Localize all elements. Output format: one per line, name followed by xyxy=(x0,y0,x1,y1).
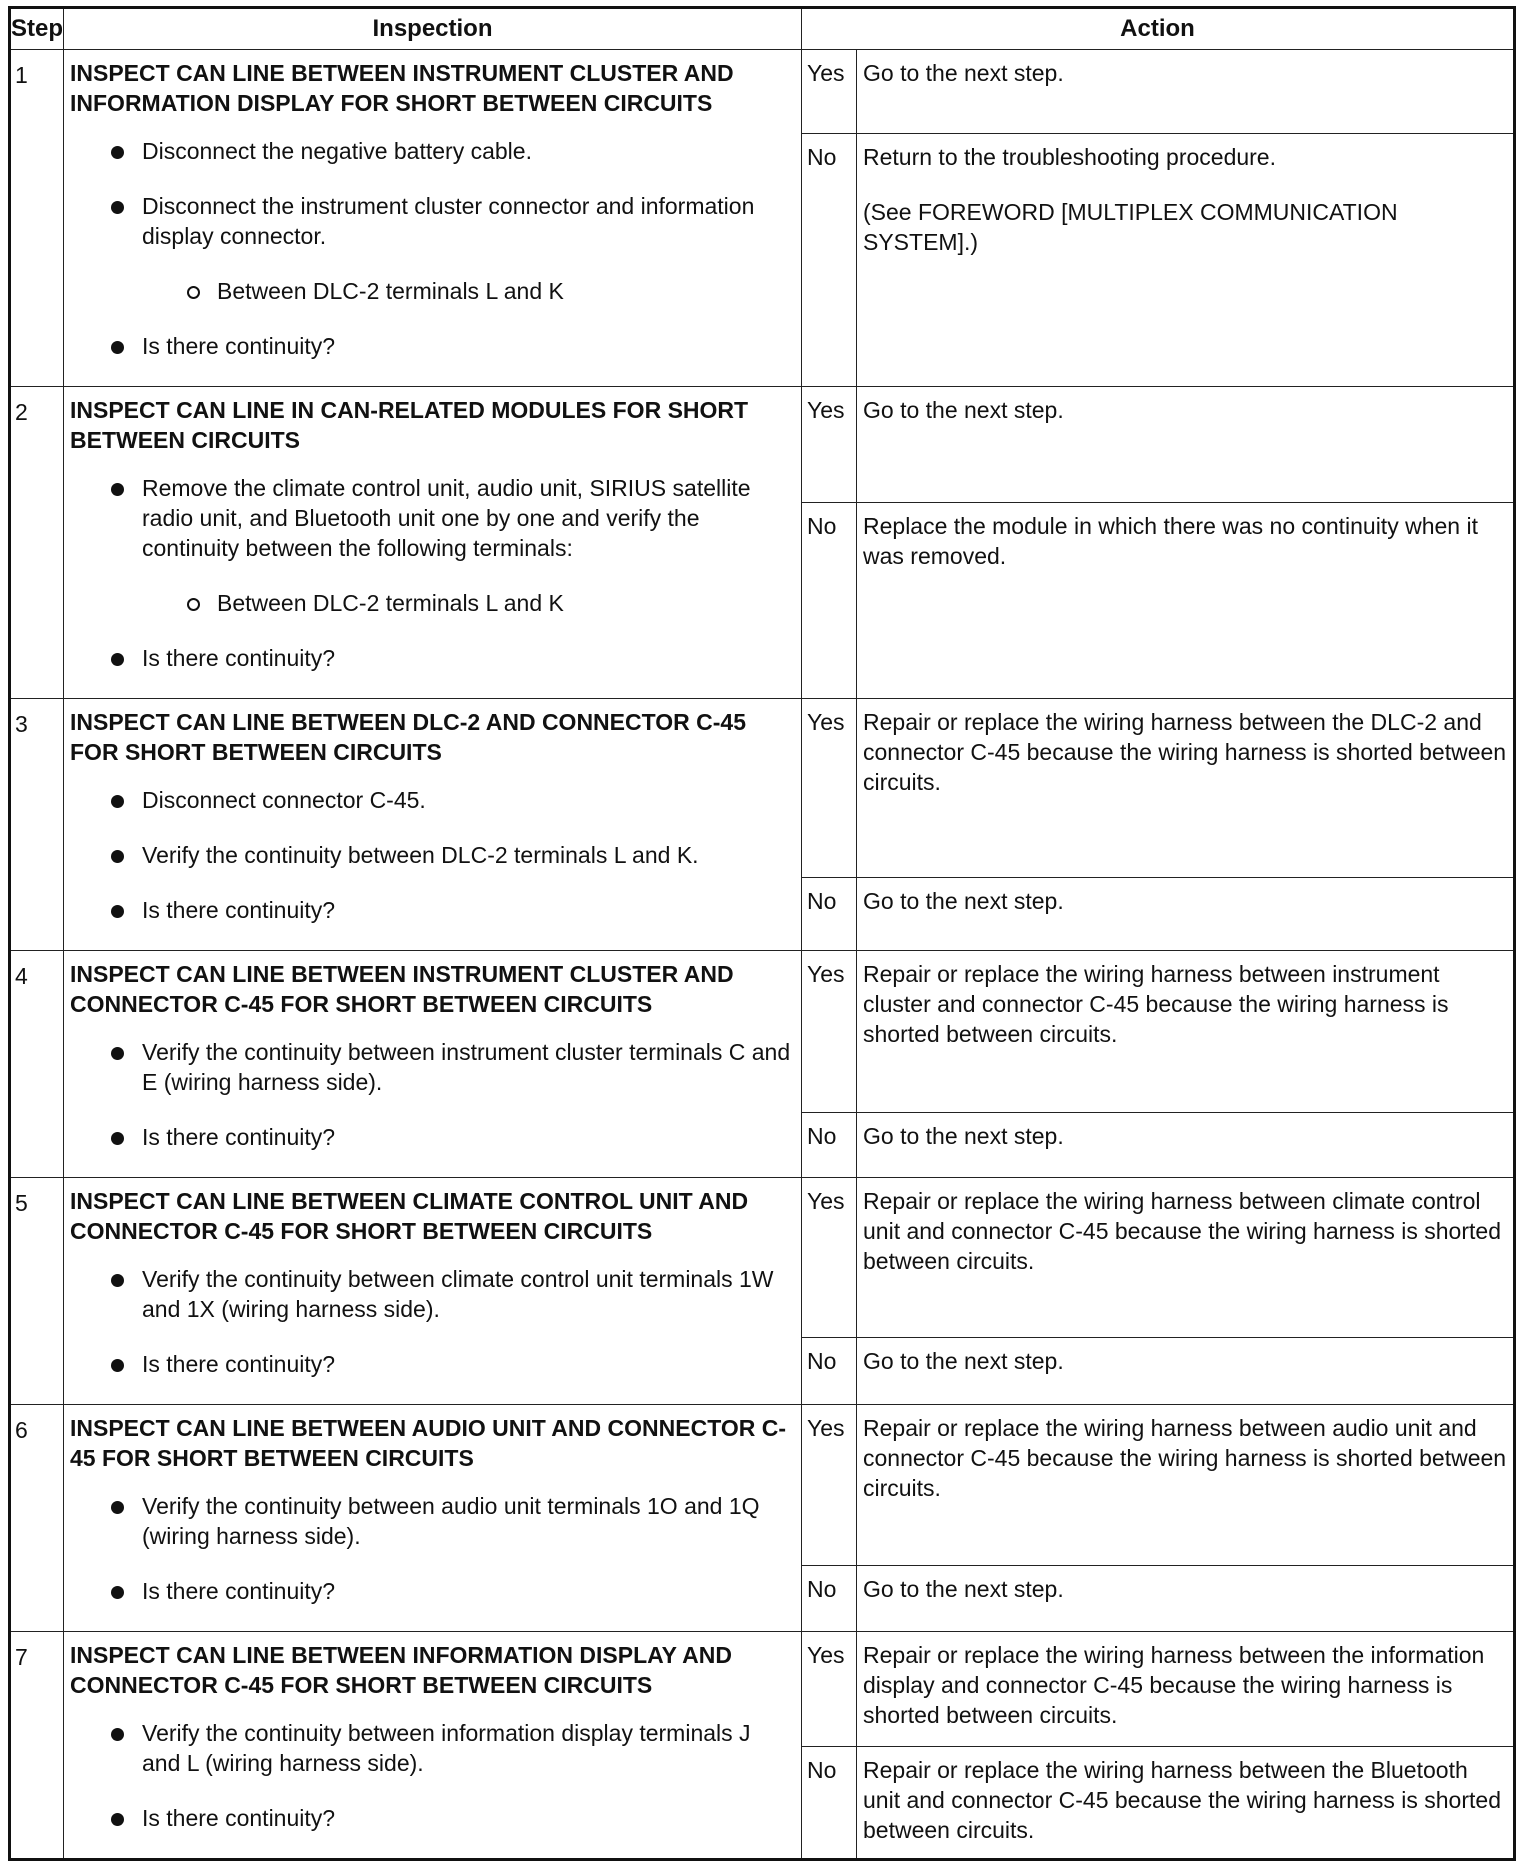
no-action: Go to the next step. xyxy=(857,1337,1515,1404)
no-label: No xyxy=(802,1337,857,1404)
bullet-text: Disconnect the instrument cluster connector and information display connector. xyxy=(142,193,755,249)
step-title: INSPECT CAN LINE BETWEEN INSTRUMENT CLUSTER AND CONNECTOR C-45 FOR SHORT BETWEEN CIRCUITS xyxy=(70,961,734,1017)
yes-action: Repair or replace the wiring harness between audio unit and connector C-45 because the wiring harness is shorted between circuits. xyxy=(857,1405,1515,1566)
no-action-text: Return to the troubleshooting procedure. xyxy=(863,144,1276,171)
step-title: INSPECT CAN LINE IN CAN-RELATED MODULES FOR SHORT BETWEEN CIRCUITS xyxy=(70,397,749,453)
bullet-item: Verify the continuity between information display terminals J and L (wiring harness side). xyxy=(142,1718,795,1778)
bullet-item: Is there continuity? xyxy=(142,1803,795,1833)
no-label: No xyxy=(802,134,857,387)
bullet-item: Disconnect connector C-45. xyxy=(142,785,795,815)
no-label: No xyxy=(802,1746,857,1859)
bullet-item: Is there continuity? xyxy=(142,1122,795,1152)
inspection-cell xyxy=(64,387,802,699)
bullet-item: Disconnect the negative battery cable. xyxy=(142,136,795,166)
table-row xyxy=(10,50,1515,134)
yes-label: Yes xyxy=(802,1632,857,1747)
inspection-cell xyxy=(64,50,802,387)
no-label: No xyxy=(802,1565,857,1631)
step-title: INSPECT CAN LINE BETWEEN AUDIO UNIT AND CONNECTOR C-45 FOR SHORT BETWEEN CIRCUITS xyxy=(70,1415,786,1471)
step-number: 2 xyxy=(10,387,64,699)
yes-label: Yes xyxy=(802,699,857,878)
bullet-item: Verify the continuity between DLC-2 terminals L and K. xyxy=(142,840,795,870)
inspection-procedure-table xyxy=(8,6,1516,1861)
sub-bullet-item: Between DLC-2 terminals L and K xyxy=(217,588,795,618)
bullet-item: Verify the continuity between instrument cluster terminals C and E (wiring harness side). xyxy=(142,1037,795,1097)
step-number: 6 xyxy=(10,1405,64,1632)
yes-label: Yes xyxy=(802,387,857,503)
step-number: 4 xyxy=(10,951,64,1178)
table-row xyxy=(10,951,1515,1113)
no-action: Go to the next step. xyxy=(857,1113,1515,1178)
no-action xyxy=(857,134,1515,387)
inspection-cell xyxy=(64,1178,802,1405)
step-title: INSPECT CAN LINE BETWEEN CLIMATE CONTROL UNIT AND CONNECTOR C-45 FOR SHORT BETWEEN CIRCUITS xyxy=(70,1188,749,1244)
inspection-cell xyxy=(64,699,802,951)
no-action: Go to the next step. xyxy=(857,877,1515,950)
no-label: No xyxy=(802,877,857,950)
no-label: No xyxy=(802,1113,857,1178)
inspection-cell xyxy=(64,1632,802,1860)
bullet-item: Verify the continuity between climate control unit terminals 1W and 1X (wiring harness side). xyxy=(142,1264,795,1324)
header-row xyxy=(10,8,1515,50)
yes-label: Yes xyxy=(802,1178,857,1338)
yes-label: Yes xyxy=(802,951,857,1113)
yes-label: Yes xyxy=(802,1405,857,1566)
bullet-item: Is there continuity? xyxy=(142,895,795,925)
step-number: 3 xyxy=(10,699,64,951)
header-step: Step xyxy=(10,8,64,50)
yes-action: Repair or replace the wiring harness between climate control unit and connector C-45 because the wiring harness is shorted between circuits. xyxy=(857,1178,1515,1338)
bullet-item xyxy=(142,473,795,618)
table-row xyxy=(10,387,1515,503)
no-action: Replace the module in which there was no continuity when it was removed. xyxy=(857,502,1515,698)
header-action: Action xyxy=(802,8,1515,50)
step-number: 1 xyxy=(10,50,64,387)
sub-bullet-item: Between DLC-2 terminals L and K xyxy=(217,276,795,306)
bullet-item xyxy=(142,191,795,306)
no-action-reference: (See FOREWORD [MULTIPLEX COMMUNICATION SYSTEM].) xyxy=(863,199,1398,256)
step-title: INSPECT CAN LINE BETWEEN INSTRUMENT CLUSTER AND INFORMATION DISPLAY FOR SHORT BETWEEN CIRCUITS xyxy=(70,60,734,116)
no-label: No xyxy=(802,502,857,698)
table-row xyxy=(10,1178,1515,1338)
step-number: 7 xyxy=(10,1632,64,1860)
yes-action: Go to the next step. xyxy=(857,50,1515,134)
bullet-item: Verify the continuity between audio unit terminals 1O and 1Q (wiring harness side). xyxy=(142,1491,795,1551)
yes-action: Repair or replace the wiring harness between the information display and connector C-45 because the wiring harness is shorted between circuits. xyxy=(857,1632,1515,1747)
no-action: Repair or replace the wiring harness between the Bluetooth unit and connector C-45 because the wiring harness is shorted between circuits. xyxy=(857,1746,1515,1859)
yes-action: Repair or replace the wiring harness between instrument cluster and connector C-45 because the wiring harness is shorted between circuits. xyxy=(857,951,1515,1113)
yes-action: Repair or replace the wiring harness between the DLC-2 and connector C-45 because the wiring harness is shorted between circuits. xyxy=(857,699,1515,878)
bullet-item: Is there continuity? xyxy=(142,1349,795,1379)
table-row xyxy=(10,1632,1515,1747)
table-row xyxy=(10,699,1515,878)
table-row xyxy=(10,1405,1515,1566)
step-title: INSPECT CAN LINE BETWEEN INFORMATION DISPLAY AND CONNECTOR C-45 FOR SHORT BETWEEN CIRCUITS xyxy=(70,1642,732,1698)
header-inspection: Inspection xyxy=(64,8,802,50)
inspection-cell xyxy=(64,951,802,1178)
inspection-cell xyxy=(64,1405,802,1632)
yes-label: Yes xyxy=(802,50,857,134)
step-title: INSPECT CAN LINE BETWEEN DLC-2 AND CONNECTOR C-45 FOR SHORT BETWEEN CIRCUITS xyxy=(70,709,746,765)
step-number: 5 xyxy=(10,1178,64,1405)
bullet-item: Is there continuity? xyxy=(142,1576,795,1606)
bullet-text: Remove the climate control unit, audio unit, SIRIUS satellite radio unit, and Bluetooth unit one by one and verify the continuity between the following terminals: xyxy=(142,475,751,561)
no-action: Go to the next step. xyxy=(857,1565,1515,1631)
bullet-item: Is there continuity? xyxy=(142,643,795,673)
yes-action: Go to the next step. xyxy=(857,387,1515,503)
bullet-item: Is there continuity? xyxy=(142,331,795,361)
